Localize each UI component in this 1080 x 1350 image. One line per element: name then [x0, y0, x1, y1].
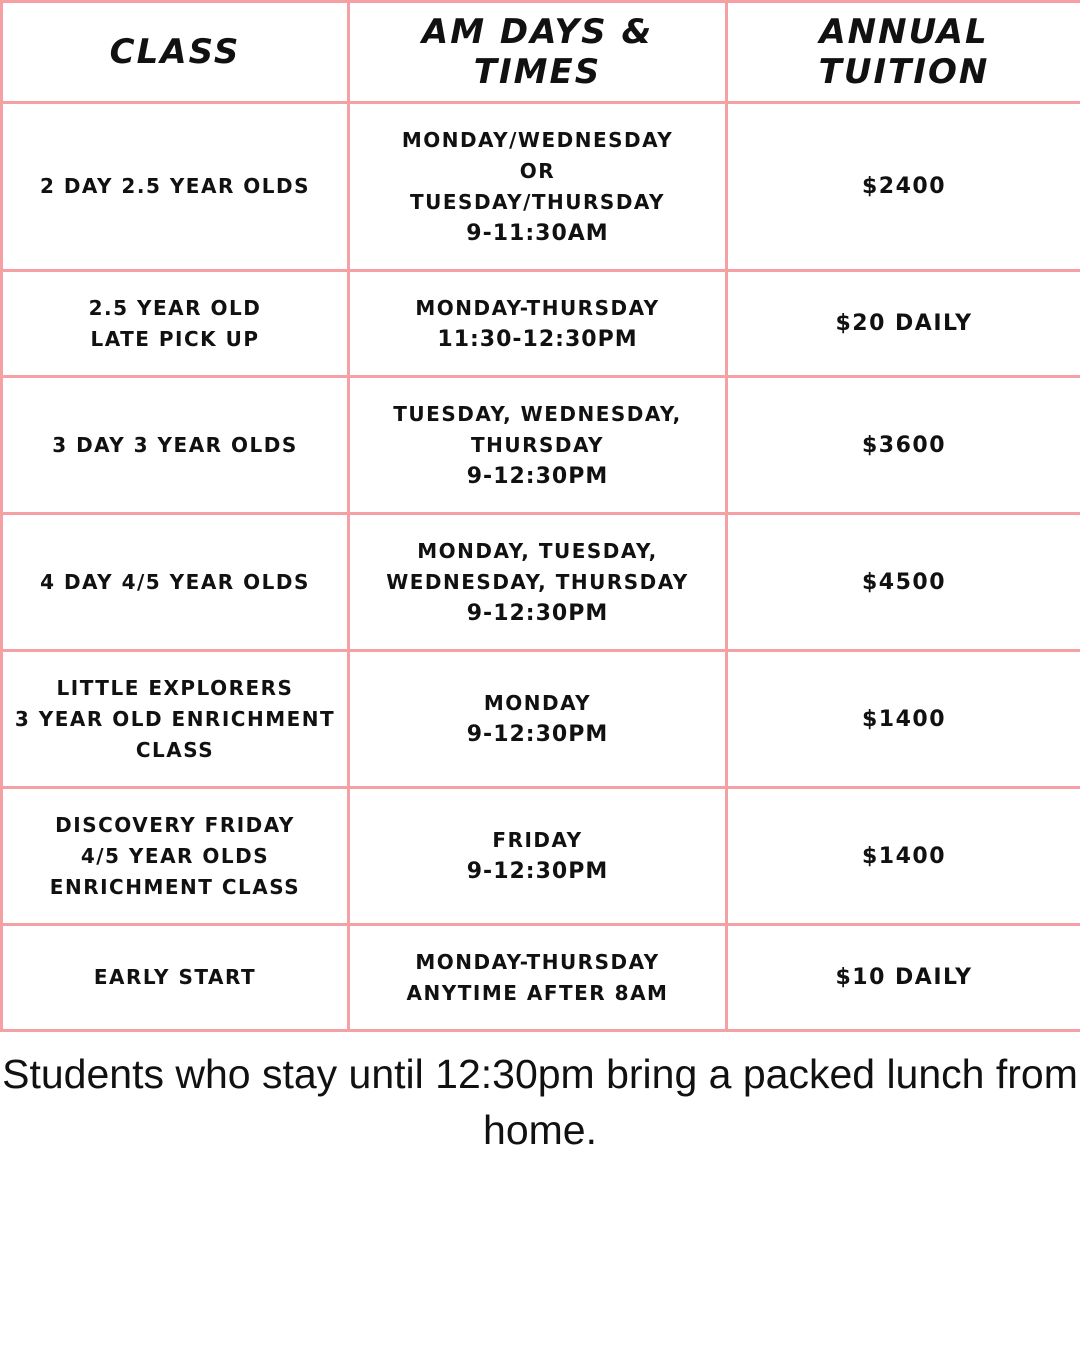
days-line: WEDNESDAY, THURSDAY: [386, 569, 689, 594]
days-line: FRIDAY: [492, 828, 583, 852]
days-line: MONDAY, TUESDAY,: [417, 538, 658, 563]
days-cell: [349, 377, 727, 514]
days-cell: [349, 651, 727, 788]
time-line: 9-12:30PM: [466, 600, 609, 626]
days-cell: [349, 103, 727, 271]
table-row: [2, 377, 1080, 514]
tuition-cell: $1400: [727, 651, 1080, 788]
days-cell: [349, 788, 727, 925]
time-line: 11:30-12:30PM: [437, 326, 638, 352]
days-line: OR: [519, 158, 556, 183]
class-cell: [2, 514, 349, 651]
class-name-line: 3 YEAR OLD ENRICHMENT: [14, 706, 336, 731]
time-line: 9-12:30PM: [466, 722, 609, 747]
time-line: 9-11:30AM: [466, 220, 609, 246]
class-name-line: CLASS: [135, 737, 215, 762]
tuition-cell: $10 DAILY: [727, 925, 1080, 1031]
header-class: CLASS: [2, 2, 349, 103]
class-cell: [2, 788, 349, 925]
class-name-line: 4 DAY 4/5 YEAR OLDS: [40, 569, 310, 594]
table-row: [2, 788, 1080, 925]
class-cell: [2, 651, 349, 788]
days-line: MONDAY/WEDNESDAY: [401, 127, 674, 152]
header-annual-tuition: ANNUAL TUITION: [727, 2, 1080, 103]
class-name-line: 2 DAY 2.5 YEAR OLDS: [39, 174, 311, 198]
days-cell: [349, 514, 727, 651]
days-line: ANYTIME AFTER 8AM: [406, 980, 669, 1005]
class-cell: [2, 377, 349, 514]
days-line: MONDAY-THURSDAY: [415, 295, 660, 320]
class-name-line: ENRICHMENT CLASS: [49, 874, 301, 899]
table-row: [2, 651, 1080, 788]
tuition-cell: $3600: [727, 377, 1080, 514]
class-name-line: EARLY START: [93, 965, 257, 989]
time-line: 9-12:30PM: [466, 859, 609, 884]
table-row: [2, 925, 1080, 1031]
days-line: MONDAY: [483, 691, 592, 715]
days-line: THURSDAY: [470, 432, 605, 457]
class-cell: [2, 271, 349, 377]
tuition-cell: $20 DAILY: [727, 271, 1080, 377]
tuition-cell: $1400: [727, 788, 1080, 925]
class-cell: [2, 925, 349, 1031]
class-name-line: DISCOVERY FRIDAY: [55, 812, 295, 837]
class-name-line: 3 DAY 3 YEAR OLDS: [52, 432, 298, 457]
class-name-line: 2.5 YEAR OLD: [88, 295, 262, 320]
tuition-cell: $4500: [727, 514, 1080, 651]
class-name-line: LITTLE EXPLORERS: [56, 675, 294, 700]
table-row: [2, 103, 1080, 271]
days-line: MONDAY-THURSDAY: [415, 949, 660, 974]
header-days-times: AM DAYS & TIMES: [349, 2, 727, 103]
class-cell: [2, 103, 349, 271]
table-row: [2, 271, 1080, 377]
days-cell: [349, 925, 727, 1031]
tuition-cell: $2400: [727, 103, 1080, 271]
days-line: TUESDAY/THURSDAY: [410, 189, 665, 214]
table-row: [2, 514, 1080, 651]
table-header-row: [2, 2, 1080, 103]
days-line: TUESDAY, WEDNESDAY,: [393, 401, 682, 426]
lunch-note: Students who stay until 12:30pm bring a packed lunch from home.: [2, 1051, 1078, 1153]
class-name-line: LATE PICK UP: [90, 326, 260, 351]
class-name-line: 4/5 YEAR OLDS: [80, 843, 270, 868]
days-cell: [349, 271, 727, 377]
time-line: 9-12:30PM: [466, 463, 609, 489]
